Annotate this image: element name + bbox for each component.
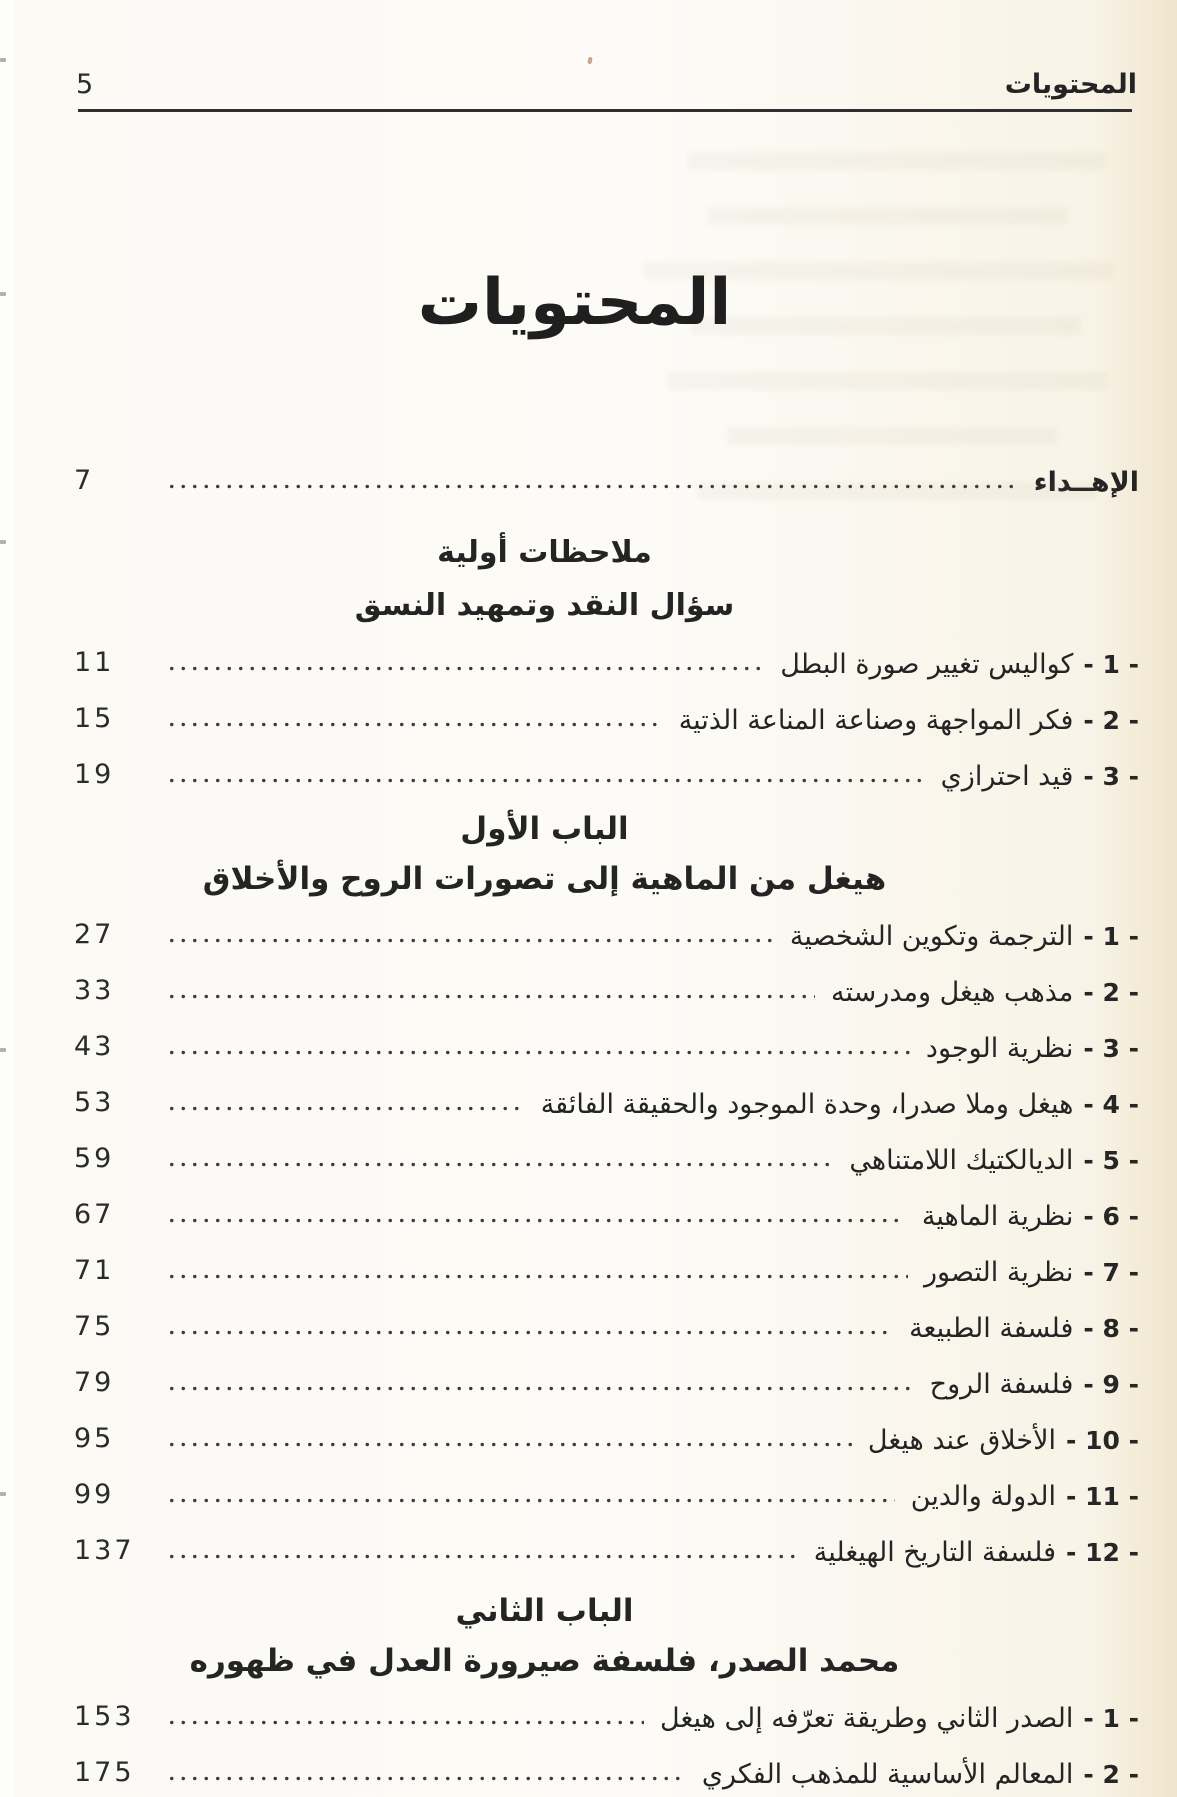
toc-row [74, 974, 1139, 1010]
entry-text [941, 760, 1139, 794]
chapter-heading-line: محمد الصدر، فلسفة صيرورة العدل في ظهوره [189, 1643, 900, 1679]
entry-title: قيد احترازي [940, 761, 1074, 792]
page-header [0, 0, 1177, 102]
entry-number: - 3 - [1083, 1034, 1139, 1063]
entry-number: - 4 - [1083, 1090, 1139, 1119]
entry-text [849, 1144, 1139, 1178]
entry-title: المعالم الأساسية للمذهب الفكري [701, 1759, 1074, 1790]
toc-row [74, 1310, 1139, 1346]
entry-number: - 1 - [1083, 1704, 1139, 1733]
entry-number: - 3 - [1083, 762, 1139, 791]
entry-text [679, 704, 1139, 738]
toc-row [74, 1700, 1139, 1736]
entry-page-number: 27 [74, 919, 115, 950]
entry-title: فكر المواجهة وصناعة المناعة الذتية [678, 705, 1074, 736]
entry-number: - 11 - [1066, 1482, 1139, 1511]
entry-page-number: 79 [74, 1367, 115, 1398]
dot-leader [166, 1384, 914, 1393]
entry-page-number: 33 [74, 975, 115, 1006]
entry-number: - 5 - [1083, 1146, 1139, 1175]
toc-block-chapter-2 [0, 1700, 1177, 1792]
entry-page-number: 175 [74, 1757, 135, 1788]
entry-page-number: 95 [74, 1423, 115, 1454]
chapter-heading [0, 804, 1133, 904]
toc-row [74, 646, 1139, 682]
entry-page-number: 53 [74, 1087, 115, 1118]
bleed-through-artifact [667, 372, 1107, 390]
entry-text [831, 976, 1139, 1010]
section-heading-line: ملاحظات أولية [437, 535, 652, 570]
dot-leader [166, 1774, 686, 1783]
entry-text [868, 1424, 1139, 1458]
toc-row [74, 1142, 1139, 1178]
entry-title: الدولة والدين [910, 1481, 1057, 1512]
toc-row [74, 1534, 1139, 1570]
entry-number: - 9 - [1083, 1370, 1139, 1399]
dot-leader [166, 1328, 893, 1337]
toc-title: المحتويات [417, 266, 732, 340]
toc-row [74, 1366, 1139, 1402]
section-heading-line: سؤال النقد وتمهيد النسق [354, 588, 735, 623]
entry-number: - 2 - [1083, 1760, 1139, 1789]
entry-page-number: 59 [74, 1143, 115, 1174]
scan-tick [0, 58, 6, 62]
entry-page-number: 19 [74, 759, 115, 790]
toc-row [74, 1254, 1139, 1290]
entry-page-number: 71 [74, 1255, 115, 1286]
dot-leader [166, 1272, 908, 1281]
toc-block-section-1 [0, 646, 1177, 794]
header-page-number: 5 [76, 69, 94, 100]
dot-leader [166, 1048, 910, 1057]
entry-title: الترجمة وتكوين الشخصية [789, 921, 1074, 952]
entry-title: الأخلاق عند هيغل [867, 1425, 1057, 1456]
entry-text [911, 1480, 1139, 1514]
entry-page-number: 153 [74, 1701, 135, 1732]
chapter-heading-line: الباب الأول [460, 811, 629, 847]
entry-title: فلسفة الطبيعة [909, 1313, 1074, 1344]
toc-row [74, 1756, 1139, 1792]
entry-number: - 6 - [1083, 1202, 1139, 1231]
entry-page-number: 7 [74, 465, 95, 496]
entry-title: نظرية الماهية [921, 1201, 1074, 1232]
entry-page-number: 11 [74, 647, 115, 678]
entry-text [541, 1088, 1139, 1122]
entry-title: الصدر الثاني وطريقة تعرّفه إلى هيغل [660, 1703, 1074, 1734]
entry-title: نظرية الوجود [925, 1033, 1074, 1064]
toc-row [74, 918, 1139, 954]
dot-leader [166, 936, 774, 945]
entry-page-number: 75 [74, 1311, 115, 1342]
header-running-title: المحتويات [1004, 69, 1137, 100]
entry-number: - 2 - [1083, 706, 1139, 735]
dot-leader [166, 1440, 852, 1449]
entry-page-number: 43 [74, 1031, 115, 1062]
entry-text [814, 1536, 1139, 1570]
dot-leader [166, 1160, 833, 1169]
toc-row [74, 702, 1139, 738]
entry-title: الإهــداء [1033, 467, 1139, 498]
section-heading [0, 526, 1133, 632]
entry-title: هيغل وملا صدرا، وحدة الموجود والحقيقة الفائقة [540, 1089, 1074, 1120]
bleed-through-artifact [707, 207, 1067, 225]
header-rule [78, 109, 1132, 112]
bleed-through-artifact [687, 152, 1107, 170]
dot-leader [166, 1718, 644, 1727]
entry-title: مذهب هيغل ومدرسته [831, 977, 1074, 1008]
entry-page-number: 137 [74, 1535, 135, 1566]
chapter-heading-line: الباب الثاني [455, 1593, 634, 1629]
entry-title: كواليس تغيير صورة البطل [780, 649, 1074, 680]
entry-number: - 2 - [1083, 978, 1139, 1007]
toc-row [74, 1030, 1139, 1066]
dot-leader [166, 992, 815, 1001]
chapter-heading-line: هيغل من الماهية إلى تصورات الروح والأخلاق [202, 861, 887, 897]
bleed-through-artifact [727, 427, 1057, 445]
toc-row [74, 1086, 1139, 1122]
toc-row [74, 1198, 1139, 1234]
dot-leader [166, 776, 925, 785]
dot-leader [166, 1216, 906, 1225]
entry-text [926, 1032, 1139, 1066]
toc-row [74, 1422, 1139, 1458]
entry-number: - 1 - [1083, 922, 1139, 951]
entry-number: - 10 - [1066, 1426, 1139, 1455]
dot-leader [166, 1496, 895, 1505]
entry-text [702, 1758, 1139, 1792]
scan-tick [0, 1492, 6, 1496]
dot-leader [166, 664, 764, 673]
scan-tick [0, 1048, 6, 1052]
entry-text [930, 1368, 1139, 1402]
toc-row [74, 1478, 1139, 1514]
entry-number: - 8 - [1083, 1314, 1139, 1343]
entry-text [924, 1256, 1139, 1290]
chapter-heading [0, 1586, 1133, 1686]
entry-text [660, 1702, 1139, 1736]
entry-text [780, 648, 1139, 682]
dot-leader [166, 1104, 525, 1113]
entry-number: - 1 - [1083, 650, 1139, 679]
dot-leader [166, 720, 663, 729]
entry-title: الديالكتيك اللامتناهي [849, 1145, 1074, 1176]
entry-text [909, 1312, 1139, 1346]
entry-text [790, 920, 1139, 954]
entry-title: نظرية التصور [923, 1257, 1074, 1288]
entry-number: - 7 - [1083, 1258, 1139, 1287]
toc-row [74, 758, 1139, 794]
dot-leader [166, 1552, 798, 1561]
entry-page-number: 99 [74, 1479, 115, 1510]
bleed-through-artifact [697, 482, 1097, 500]
entry-text [922, 1200, 1139, 1234]
entry-number: - 12 - [1066, 1538, 1139, 1567]
entry-title: فلسفة الروح [929, 1369, 1074, 1400]
entry-page-number: 67 [74, 1199, 115, 1230]
entry-page-number: 15 [74, 703, 115, 734]
toc-block-chapter-1 [0, 918, 1177, 1570]
entry-title: فلسفة التاريخ الهيغلية [813, 1537, 1057, 1568]
